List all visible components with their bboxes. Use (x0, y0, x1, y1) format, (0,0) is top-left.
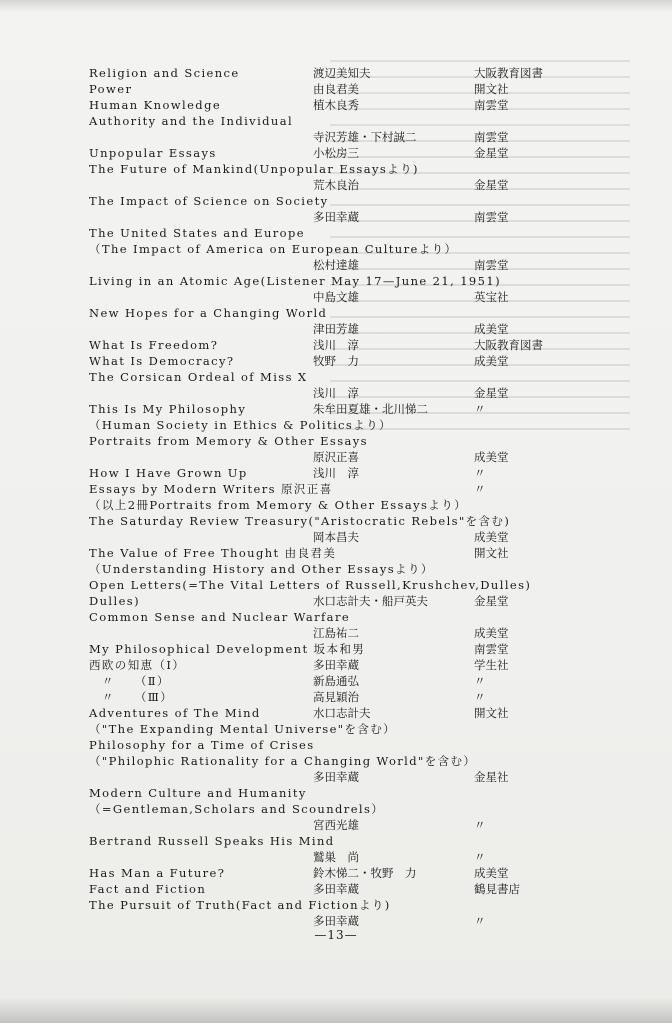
entry-title: （=Gentleman,Scholars and Scoundrels） (89, 802, 385, 816)
list-item (0, 753, 672, 769)
entry-title: The Pursuit of Truth(Fact and Fictionより) (89, 898, 391, 912)
list-item (0, 673, 672, 689)
list-item (0, 465, 672, 481)
entry-title: Modern Culture and Humanity (89, 786, 307, 800)
entry-translator: 江島祐二 (313, 626, 359, 640)
entry-translator: 小松房三 (313, 146, 359, 160)
entry-translator: 水口志計夫・船戸英夫 (313, 594, 428, 608)
entry-title: Portraits from Memory & Other Essays (89, 434, 368, 448)
entry-publisher: 金星社 (474, 770, 509, 784)
entry-publisher: 金星堂 (474, 594, 509, 608)
entry-title: Authority and the Individual (89, 114, 294, 128)
list-item (0, 689, 672, 705)
entry-title: What Is Freedom? (89, 338, 219, 352)
list-item (0, 113, 672, 129)
list-item (0, 289, 672, 305)
entry-publisher: 〃 (474, 690, 486, 704)
list-item (0, 513, 672, 529)
list-item (0, 817, 672, 833)
entry-translator: 寺沢芳雄・下村誠二 (313, 130, 417, 144)
list-item (0, 497, 672, 513)
list-item (0, 433, 672, 449)
entry-title: Has Man a Future? (89, 866, 226, 880)
entry-title: Fact and Fiction (89, 882, 207, 896)
entry-title: New Hopes for a Changing World (89, 306, 328, 320)
entry-publisher: 成美堂 (474, 354, 509, 368)
entry-translator: 浅川 淳 (313, 466, 359, 480)
entry-translator: 多田幸蔵 (313, 770, 359, 784)
entry-publisher: 南雲堂 (474, 98, 509, 112)
entry-translator: 浅川 淳 (313, 338, 359, 352)
entry-translator: 多田幸蔵 (313, 882, 359, 896)
entry-publisher: 成美堂 (474, 530, 509, 544)
entry-translator: 岡本昌夫 (313, 530, 359, 544)
list-item (0, 177, 672, 193)
list-item (0, 529, 672, 545)
entry-publisher: 〃 (474, 402, 486, 416)
entry-title: Unpopular Essays (89, 146, 217, 160)
list-item (0, 721, 672, 737)
list-item (0, 897, 672, 913)
entry-title: （"The Expanding Mental Universe"を含む） (89, 722, 397, 736)
scan-shadow-bottom (0, 997, 672, 1023)
list-item (0, 193, 672, 209)
entry-title: （"Philophic Rationality for a Changing World"を含む） (89, 754, 477, 768)
scan-shadow-top (0, 0, 672, 12)
list-item (0, 881, 672, 897)
entry-publisher: 南雲堂 (474, 130, 509, 144)
entry-publisher: 成美堂 (474, 450, 509, 464)
list-item (0, 641, 672, 657)
list-item (0, 593, 672, 609)
list-item (0, 561, 672, 577)
list-item (0, 785, 672, 801)
list-item (0, 273, 672, 289)
entry-translator: 荒木良治 (313, 178, 359, 192)
entry-title: Open Letters(=The Vital Letters of Russell,Krushchev,Dulles) (89, 578, 532, 592)
list-item (0, 865, 672, 881)
entry-translator: 渡辺美知夫 (313, 66, 371, 80)
list-item (0, 145, 672, 161)
entry-publisher: 〃 (474, 482, 486, 496)
list-item (0, 225, 672, 241)
list-item (0, 417, 672, 433)
entry-title: Common Sense and Nuclear Warfare (89, 610, 351, 624)
list-item (0, 257, 672, 273)
entry-translator: 中島文雄 (313, 290, 359, 304)
entry-publisher: 鶴見書店 (474, 882, 520, 896)
list-item (0, 209, 672, 225)
entry-title: The Saturday Review Treasury("Aristocratic Rebels"を含む) (89, 514, 511, 528)
list-item (0, 65, 672, 81)
entry-title: Power (89, 82, 133, 96)
list-item (0, 801, 672, 817)
entry-publisher: 開文社 (474, 82, 509, 96)
entry-translator: 由良君美 (313, 82, 359, 96)
list-item (0, 321, 672, 337)
list-item (0, 545, 672, 561)
entry-title: The Corsican Ordeal of Miss X (89, 370, 308, 384)
entry-publisher: 南雲堂 (474, 210, 509, 224)
list-item (0, 849, 672, 865)
entry-translator: 水口志計夫 (313, 706, 371, 720)
entry-title: （Understanding History and Other Essaysより） (89, 562, 434, 576)
entry-title: （以上2冊Portraits from Memory & Other Essaysより） (89, 498, 467, 512)
entry-title: Living in an Atomic Age(Listener May 17—June 21, 1951) (89, 274, 501, 288)
list-item (0, 737, 672, 753)
list-item (0, 161, 672, 177)
entry-title: （The Impact of America on European Cultureより） (89, 242, 458, 256)
entry-publisher: 成美堂 (474, 866, 509, 880)
entry-translator: 植木良秀 (313, 98, 359, 112)
entry-title: Philosophy for a Time of Crises (89, 738, 315, 752)
list-item (0, 401, 672, 417)
entry-publisher: 〃 (474, 466, 486, 480)
entry-publisher: 開文社 (474, 546, 509, 560)
list-item (0, 337, 672, 353)
entry-title: 〃 （Ⅱ） (89, 674, 170, 688)
list-item (0, 369, 672, 385)
entry-title: Essays by Modern Writers 原沢正喜 (89, 482, 333, 496)
entry-publisher: 学生社 (474, 658, 509, 672)
entry-publisher: 開文社 (474, 706, 509, 720)
entry-title: Dulles) (89, 594, 140, 608)
entry-title: 〃 （Ⅲ） (89, 690, 174, 704)
entry-translator: 鈴木悌二・牧野 力 (313, 866, 417, 880)
entry-publisher: 成美堂 (474, 322, 509, 336)
entry-title: The Value of Free Thought 由良君美 (89, 546, 337, 560)
entry-title: （Human Society in Ethics & Politicsより） (89, 418, 392, 432)
entry-title: What Is Democracy? (89, 354, 235, 368)
entry-translator: 原沢正喜 (313, 450, 359, 464)
entry-translator: 松村達雄 (313, 258, 359, 272)
entry-translator: 多田幸蔵 (313, 658, 359, 672)
list-item (0, 577, 672, 593)
entry-publisher: 英宝社 (474, 290, 509, 304)
list-item (0, 657, 672, 673)
entry-title: Religion and Science (89, 66, 240, 80)
list-item (0, 241, 672, 257)
entry-title: How I Have Grown Up (89, 466, 248, 480)
entry-translator: 多田幸蔵 (313, 914, 359, 928)
entry-translator: 津田芳雄 (313, 322, 359, 336)
list-item (0, 385, 672, 401)
entry-translator: 新島通弘 (313, 674, 359, 688)
entry-title: My Philosophical Development 坂本和男 (89, 642, 366, 656)
entry-translator: 多田幸蔵 (313, 210, 359, 224)
list-item (0, 129, 672, 145)
entry-publisher: 金星堂 (474, 178, 509, 192)
entry-publisher: 成美堂 (474, 626, 509, 640)
list-item (0, 913, 672, 929)
entry-publisher: 金星堂 (474, 386, 509, 400)
entry-publisher: 南雲堂 (474, 642, 509, 656)
entry-title: The United States and Europe (89, 226, 305, 240)
entry-title: Bertrand Russell Speaks His Mind (89, 834, 335, 848)
entry-translator: 宮西光雄 (313, 818, 359, 832)
entry-title: The Impact of Science on Society (89, 194, 329, 208)
entry-publisher: 〃 (474, 818, 486, 832)
entry-publisher: 〃 (474, 914, 486, 928)
entry-publisher: 大阪教育図書 (474, 338, 543, 352)
list-item (0, 769, 672, 785)
list-item (0, 833, 672, 849)
entry-title: 西欧の知恵（Ⅰ） (89, 658, 186, 672)
entry-publisher: 大阪教育図書 (474, 66, 543, 80)
entry-title: Human Knowledge (89, 98, 222, 112)
entry-translator: 浅川 淳 (313, 386, 359, 400)
entry-publisher: 南雲堂 (474, 258, 509, 272)
entry-translator: 牧野 力 (313, 354, 359, 368)
entry-publisher: 〃 (474, 674, 486, 688)
entry-publisher: 〃 (474, 850, 486, 864)
entry-publisher: 金星堂 (474, 146, 509, 160)
entry-title: This Is My Philosophy (89, 402, 247, 416)
list-item (0, 705, 672, 721)
list-item (0, 97, 672, 113)
list-item (0, 81, 672, 97)
list-item (0, 449, 672, 465)
list-item (0, 305, 672, 321)
list-item (0, 609, 672, 625)
entry-translator: 高見穎治 (313, 690, 359, 704)
entry-title: The Future of Mankind(Unpopular Essaysより) (89, 162, 419, 176)
entry-translator: 鷲巣 尚 (313, 850, 359, 864)
list-item (0, 353, 672, 369)
list-item (0, 481, 672, 497)
page-number: —13— (314, 928, 358, 942)
list-item (0, 625, 672, 641)
entry-title: Adventures of The Mind (89, 706, 261, 720)
entry-translator: 朱牟田夏雄・北川悌二 (313, 402, 428, 416)
